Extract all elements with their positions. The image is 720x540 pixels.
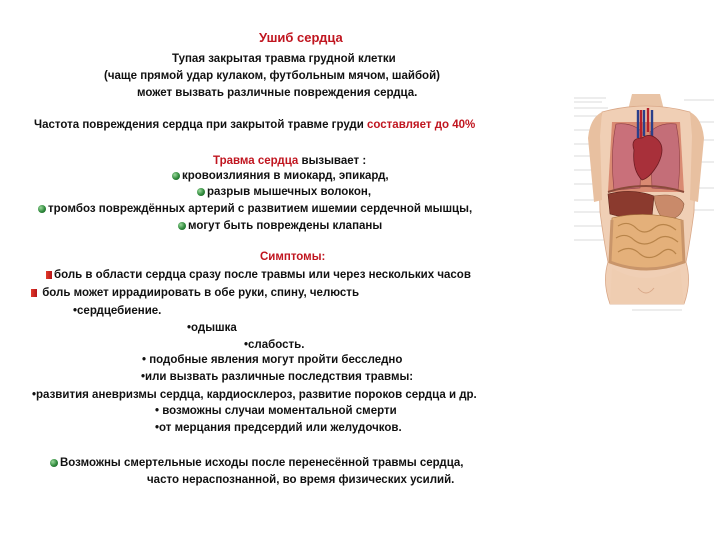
- trauma-item-text: могут быть повреждены клапаны: [188, 220, 383, 232]
- symptom-item: [187, 321, 237, 335]
- green-bullet-icon: [38, 205, 46, 213]
- torso-anatomy-illustration: [572, 92, 716, 314]
- symptom-item: [46, 268, 471, 282]
- trauma-item-text: разрыв мышечных волокон,: [207, 186, 372, 198]
- trauma-heading-red: Травма сердца: [213, 155, 299, 167]
- symptom-item-text: от мерцания предсердий или желудочков.: [159, 422, 402, 434]
- symptom-item-text: развития аневризмы сердца, кардиосклероз, развитие пороков сердца и др.: [36, 389, 477, 401]
- intro-line-1: Тупая закрытая травма грудной клетки: [172, 53, 396, 65]
- symptom-item: [32, 388, 477, 402]
- symptom-item: [244, 338, 304, 352]
- symptom-item: [141, 370, 413, 384]
- symptom-item-text: боль может иррадиировать в обе руки, спину, челюсть: [39, 287, 360, 299]
- trauma-heading-rest: вызывает :: [298, 155, 367, 167]
- symptom-item-text: возможны случаи моментальной смерти: [159, 405, 397, 417]
- green-bullet-icon: [197, 188, 205, 196]
- trauma-item-text: кровоизлияния в миокард, эпикард,: [182, 170, 389, 182]
- trauma-item-text: тромбоз повреждённых артерий с развитием ишемии сердечной мышцы,: [48, 203, 473, 215]
- trauma-item: [172, 169, 389, 183]
- trauma-heading: [213, 154, 366, 168]
- symptom-item-text: боль в области сердца сразу после травмы или через нескольких часов: [54, 269, 471, 281]
- trauma-item: [38, 202, 472, 216]
- symptom-item: [155, 404, 397, 418]
- green-bullet-icon: [178, 222, 186, 230]
- symptom-item-text: или вызвать различные последствия травмы:: [145, 371, 414, 383]
- symptom-item: [31, 286, 359, 300]
- trauma-item: [178, 219, 382, 233]
- conclusion-text: Возможны смертельные исходы после перенесённой травмы сердца,: [60, 457, 464, 469]
- symptom-item: [155, 421, 402, 435]
- intro-line-2: (чаще прямой удар кулаком, футбольным мячом, шайбой): [104, 70, 440, 82]
- frequency-highlight: составляет до 40%: [367, 119, 476, 131]
- frequency-statement: [34, 118, 475, 132]
- green-bullet-icon: [50, 459, 58, 467]
- symptom-item: [142, 353, 402, 367]
- symptom-item-text: подобные явления могут пройти бесследно: [146, 354, 403, 366]
- green-bullet-icon: [172, 172, 180, 180]
- trauma-item: [197, 185, 371, 199]
- symptom-item-text: слабость.: [248, 339, 305, 351]
- symptoms-heading: Симптомы:: [260, 251, 326, 263]
- symptom-item: • сердцебиение.: [73, 304, 161, 318]
- anatomy-drawing: [572, 92, 716, 314]
- red-square-bullet-icon: [46, 271, 52, 279]
- symptom-item-text: одышка: [191, 322, 237, 334]
- frequency-text: Частота повреждения сердца при закрытой травме груди: [34, 119, 367, 131]
- conclusion-line-2: часто нераспознанной, во время физических усилий.: [147, 474, 455, 486]
- page-title: Ушиб сердца: [259, 30, 343, 45]
- conclusion-line-1: [50, 456, 464, 470]
- intro-line-3: может вызвать различные повреждения сердца.: [137, 87, 418, 99]
- red-square-bullet-icon: [31, 289, 37, 297]
